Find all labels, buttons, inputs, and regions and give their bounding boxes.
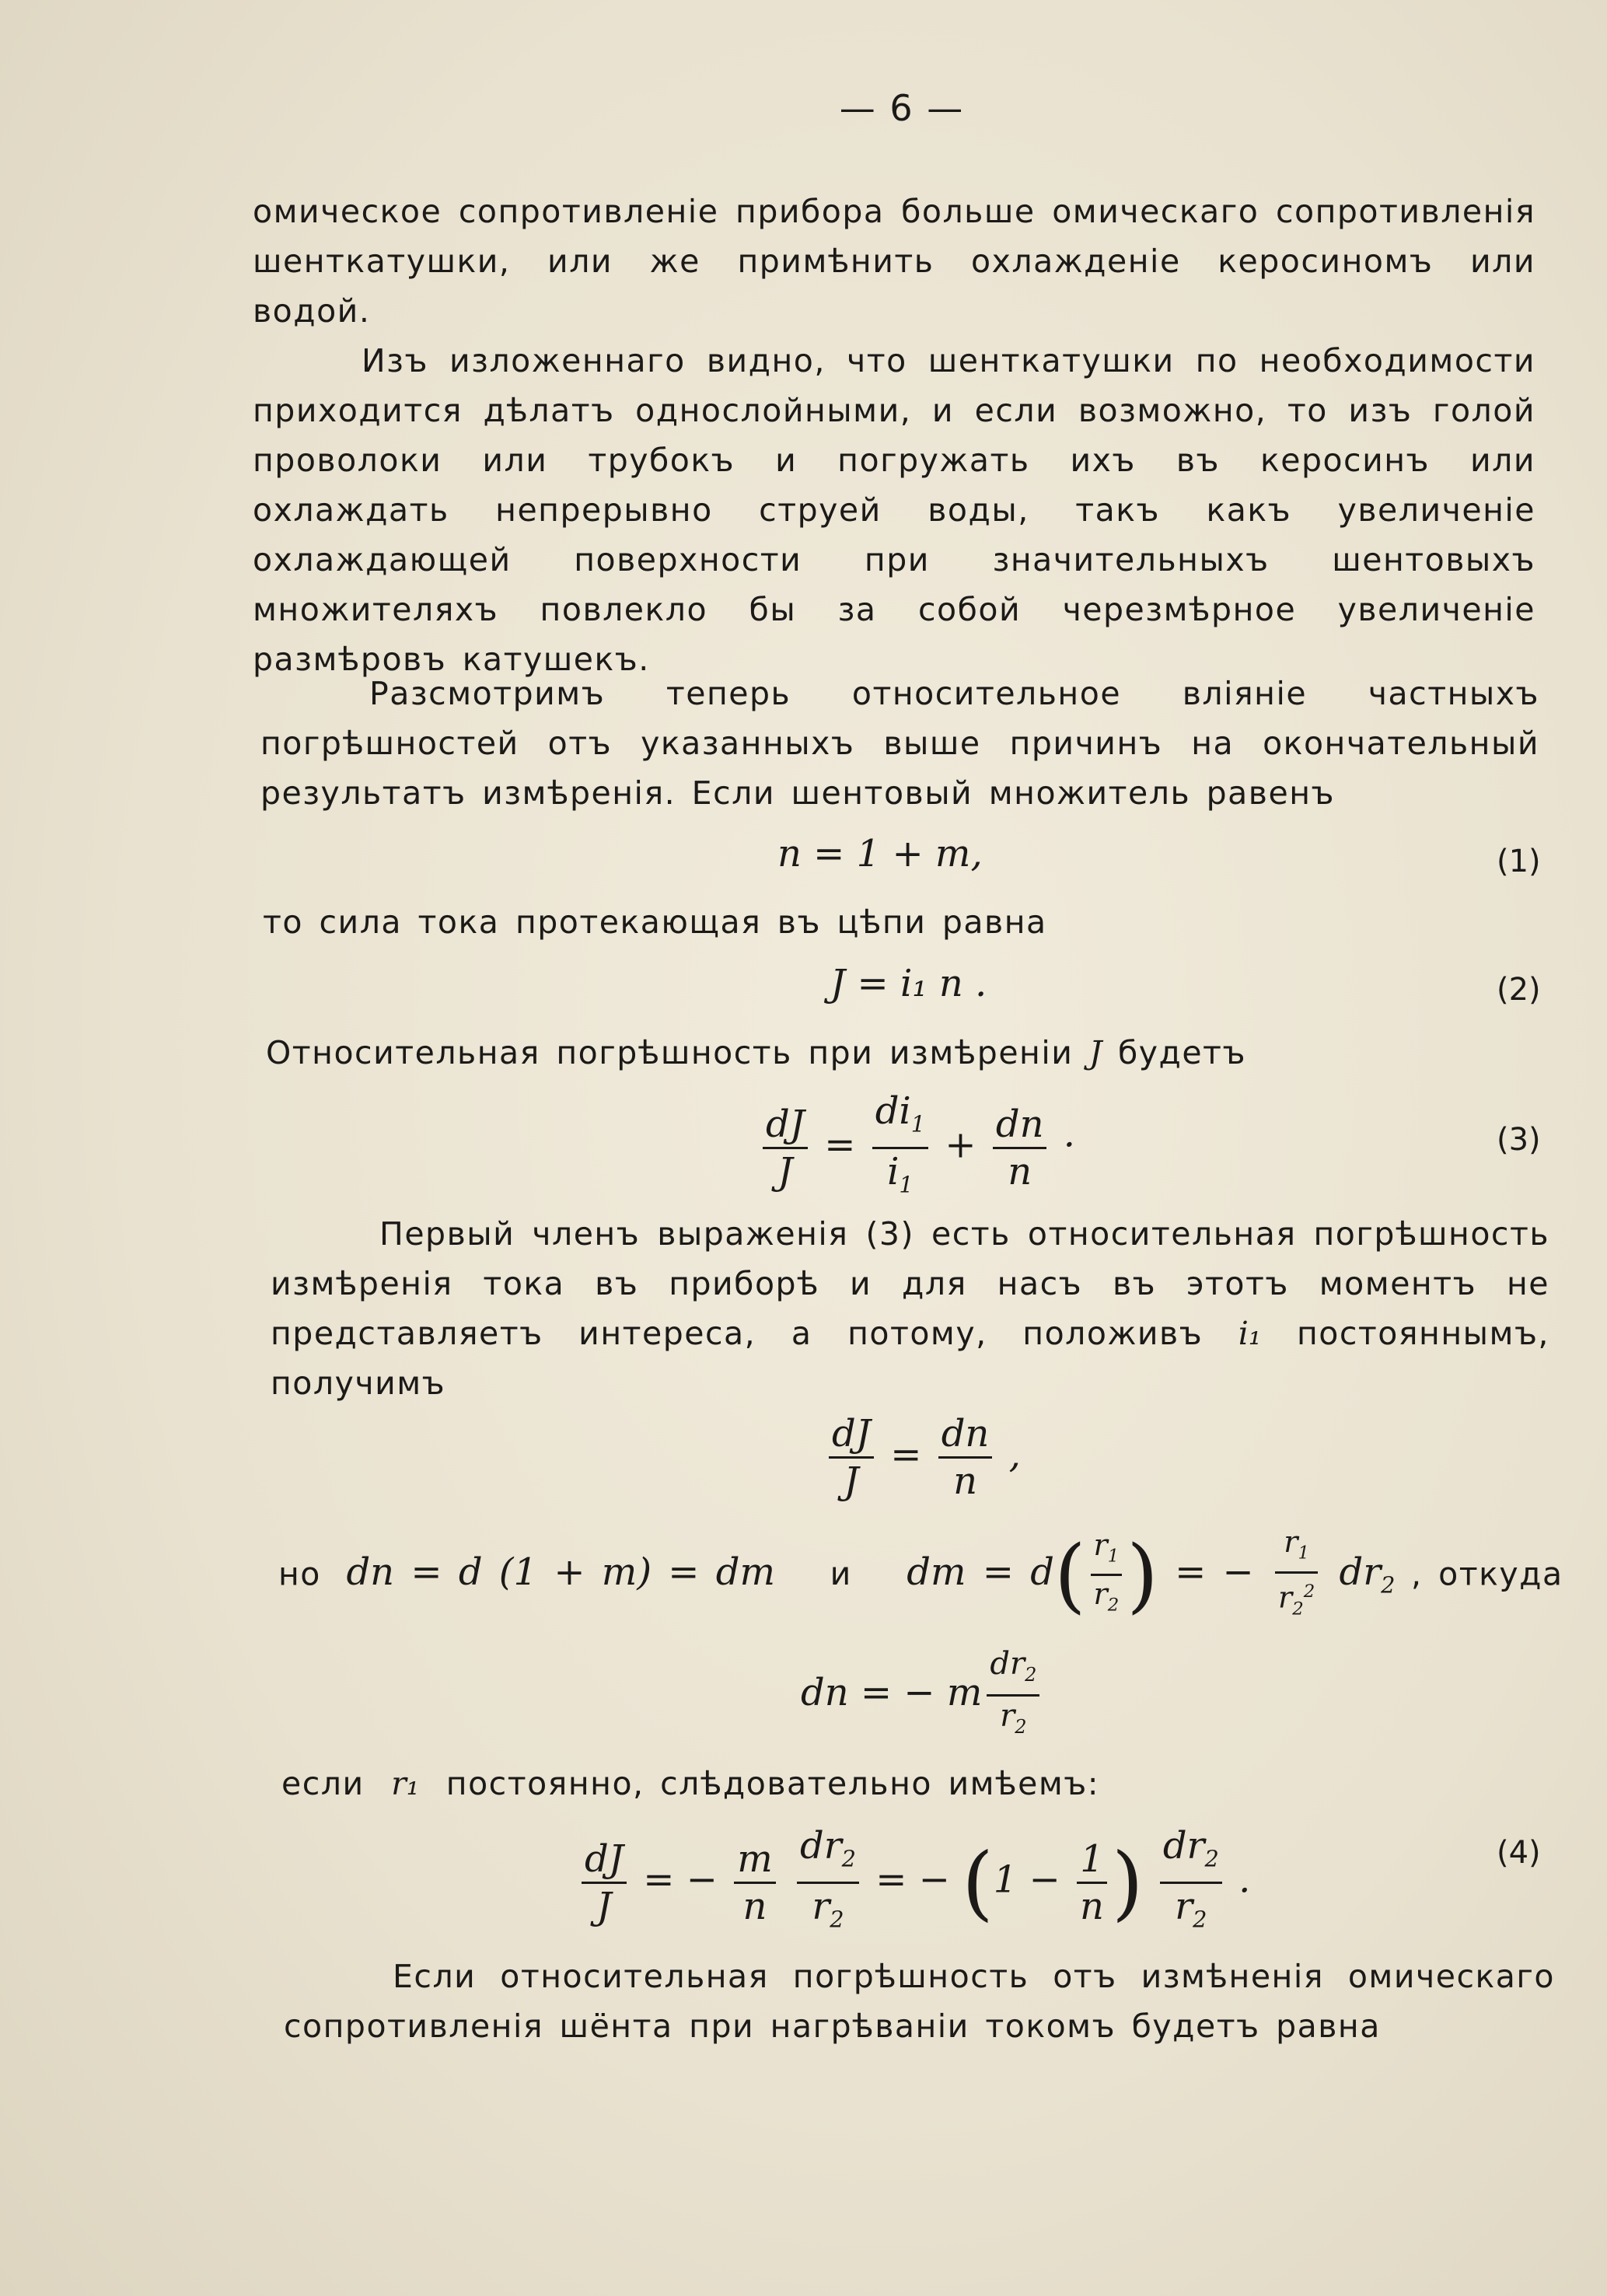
equation-3-number: (3)	[1497, 1122, 1541, 1158]
paragraph-3: Разсмотримъ теперь относительное вліяніе частныхъ погрѣшностей отъ указанныхъ выше причинъ на окончательный результатъ измѣренія. Если шентовый множитель равенъ	[260, 675, 1539, 812]
paragraph-5-text: Относительная погрѣшность при измѣреніи	[266, 1034, 1074, 1071]
equation-2: J = i₁ n .	[830, 962, 987, 1005]
page-number: — 6 —	[839, 87, 965, 129]
paragraph-5	[266, 1034, 1246, 1071]
paragraph-1: омическое сопротивленіе прибора больше омическаго сопротивленія шенткатушки, или же примѣнить охлажденіе керосиномъ или водой.	[253, 193, 1535, 330]
paragraph-7-and: и	[830, 1555, 852, 1593]
equation-4-number: (4)	[1497, 1835, 1541, 1871]
variable-r1: r₁	[391, 1765, 420, 1802]
equation-1: n = 1 + m,	[777, 832, 983, 875]
paragraph-7-end: , откуда	[1411, 1555, 1563, 1593]
paragraph-6	[271, 1209, 1549, 1408]
equation-4: $\frac{dJ}{J}$ = − $\frac{m}{n}$ $\frac{dr_2}{r_2}$ = − (1 − $\frac{1}{n}$ ) $\frac{dr_2}{r_2}$ .	[577, 1823, 1250, 1941]
variable-J: J	[1088, 1034, 1102, 1071]
paragraph-5-end: будетъ	[1117, 1034, 1246, 1071]
equation-1-number: (1)	[1497, 844, 1541, 879]
eq-dn-dm: dn = d (1 + m) = dm	[346, 1550, 776, 1595]
variable-i1: i₁	[1238, 1315, 1262, 1352]
paragraph-7-start: но	[278, 1555, 321, 1593]
equation-line-5	[278, 1524, 1563, 1627]
paragraph-4: то сила тока протекающая въ цѣпи равна	[263, 903, 1047, 941]
equation-dj-dn: $\frac{dJ}{J}$ = $\frac{dn}{n}$ ,	[824, 1411, 1021, 1504]
eq-dm-dr2: dm = d( $\frac{r_1}{r_2}$ ) = − $\frac{r_1}{r_2^2}$ $dr_2$	[907, 1525, 1396, 1623]
equation-2-number: (2)	[1497, 972, 1541, 1008]
paragraph-8	[281, 1765, 1099, 1802]
equation-dn-m: dn = − m $\frac{dr_2}{r_2}$	[801, 1644, 1044, 1746]
paragraph-2: Изъ изложеннаго видно, что шенткатушки по необходимости приходится дѣлатъ однослойными, и если возможно, то изъ голой проволоки или трубокъ и погружать ихъ въ керосинъ или охлаждать непрерывно струей воды, такъ какъ увеличеніе охлаждающей поверхности при значительныхъ шентовыхъ множителяхъ повлекло бы за собой черезмѣрное увеличеніе размѣровъ катушекъ.	[253, 342, 1535, 678]
equation-3: $\frac{dJ}{J}$ = $\frac{di_1}{i_1}$ + $\frac{dn}{n}$ ·	[758, 1089, 1075, 1207]
paragraph-6-end: постояннымъ, получимъ	[271, 1315, 1549, 1402]
paragraph-8-text: если	[281, 1765, 365, 1802]
paragraph-8-end: постоянно, слѣдовательно имѣемъ:	[445, 1765, 1100, 1802]
paragraph-6-text: Первый членъ выраженія (3) есть относительная погрѣшность измѣренія тока въ приборѣ и для насъ въ этотъ моментъ не представляетъ интереса, а потому, положивъ	[271, 1215, 1549, 1352]
paragraph-9: Если относительная погрѣшность отъ измѣненія омическаго сопротивленія шёнта при нагрѣваніи токомъ будетъ равна	[284, 1958, 1555, 2045]
